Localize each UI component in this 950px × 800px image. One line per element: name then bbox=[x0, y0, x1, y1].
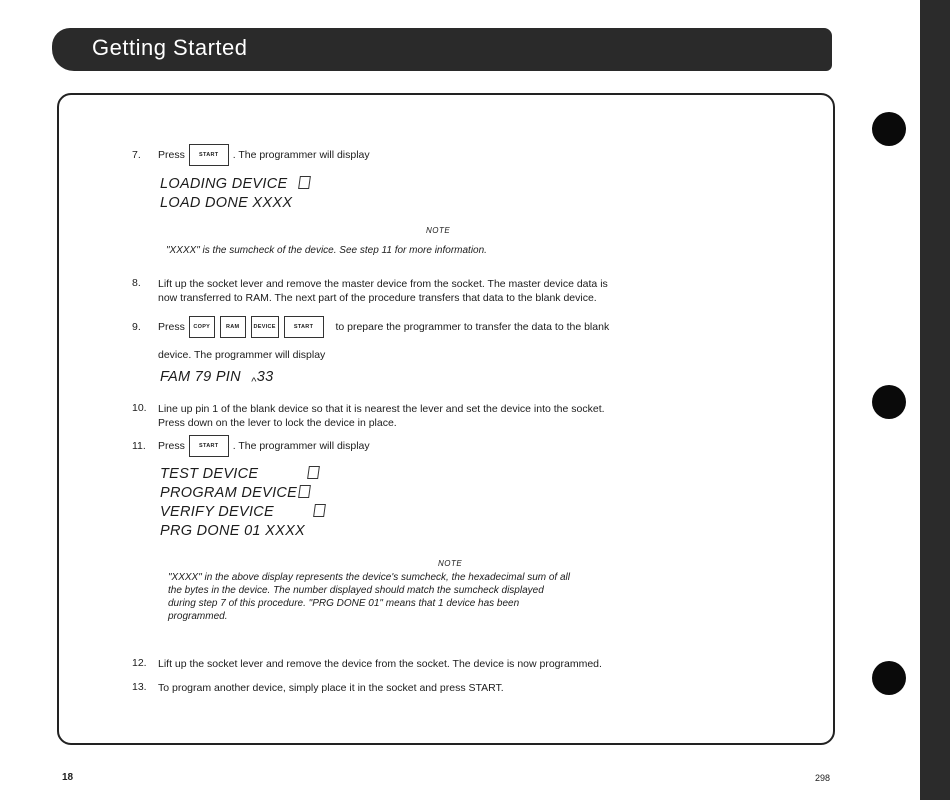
step-9 bbox=[158, 316, 609, 338]
step-8 bbox=[158, 277, 608, 305]
step-text: . The programmer will display bbox=[232, 439, 370, 452]
start-key: START bbox=[189, 435, 229, 457]
step-text: . The programmer will display bbox=[232, 148, 370, 161]
step-number: 9. bbox=[132, 321, 141, 333]
step-11 bbox=[158, 435, 370, 457]
display-line: PRG DONE 01 XXXX bbox=[160, 523, 306, 539]
step-text: Lift up the socket lever and remove the master device from the socket. The master device data is bbox=[158, 278, 608, 290]
note-heading: NOTE bbox=[438, 559, 463, 568]
display-line: LOADING DEVICE bbox=[160, 176, 288, 192]
caret-icon: ^ bbox=[251, 376, 257, 388]
step-number: 13. bbox=[132, 681, 147, 693]
step-text: Press bbox=[158, 320, 185, 333]
note-text: "XXXX" in the above display represents the device's sumcheck, the hexadecimal sum of all bbox=[168, 572, 570, 583]
step-text: Press bbox=[158, 439, 185, 452]
step-text: Press down on the lever to lock the device in place. bbox=[158, 417, 397, 429]
cursor-icon bbox=[299, 176, 312, 189]
step-number: 8. bbox=[132, 277, 141, 289]
display-line: VERIFY DEVICE bbox=[160, 504, 275, 520]
note-text: the bytes in the device. The number displayed should match the sumcheck displayed bbox=[168, 585, 544, 596]
step-7 bbox=[158, 144, 370, 166]
page-number: 18 bbox=[62, 772, 74, 783]
cursor-icon bbox=[313, 504, 326, 517]
display-readout bbox=[160, 465, 325, 541]
binder-hole-middle bbox=[872, 385, 906, 419]
cursor-icon bbox=[307, 466, 320, 479]
copy-key: COPY bbox=[189, 316, 215, 338]
step-number: 11. bbox=[132, 440, 146, 452]
step-number: 12. bbox=[132, 657, 147, 669]
step-number: 10. bbox=[132, 402, 147, 414]
display-line: PROGRAM DEVICE bbox=[160, 485, 298, 501]
step-text: Line up pin 1 of the blank device so that it is nearest the lever and set the device into the socket. bbox=[158, 403, 605, 415]
step-text: now transferred to RAM. The next part of the procedure transfers that data to the blank device. bbox=[158, 292, 597, 304]
display-line: FAM 79 PIN bbox=[160, 369, 241, 385]
device-key: DEVICE bbox=[251, 316, 279, 338]
step-number: 7. bbox=[132, 149, 141, 161]
step-12: Lift up the socket lever and remove the device from the socket. The device is now programmed. bbox=[158, 658, 602, 670]
note-text: programmed. bbox=[168, 611, 228, 622]
display-readout bbox=[160, 175, 310, 213]
note-body bbox=[168, 571, 570, 623]
step-10 bbox=[158, 402, 605, 430]
display-readout bbox=[160, 368, 273, 392]
binder-hole-top bbox=[872, 112, 906, 146]
note-heading: NOTE bbox=[426, 226, 451, 235]
display-line: 33 bbox=[256, 369, 274, 385]
page-code: 298 bbox=[815, 773, 831, 783]
start-key: START bbox=[189, 144, 229, 166]
binder-strip bbox=[920, 0, 950, 800]
display-line: TEST DEVICE bbox=[160, 466, 259, 482]
step-text: to prepare the programmer to transfer the data to the blank bbox=[335, 320, 610, 333]
ram-key: RAM bbox=[220, 316, 246, 338]
start-key: START bbox=[284, 316, 324, 338]
step-13: To program another device, simply place it in the socket and press START. bbox=[158, 682, 504, 694]
note-text: "XXXX" is the sumcheck of the device. See step 11 for more information. bbox=[166, 245, 487, 256]
step-text: device. The programmer will display bbox=[158, 349, 326, 361]
page-title: Getting Started bbox=[92, 35, 248, 60]
cursor-icon bbox=[298, 485, 311, 498]
note-text: during step 7 of this procedure. "PRG DONE 01" means that 1 device has been bbox=[168, 598, 520, 609]
binder-hole-bottom bbox=[872, 661, 906, 695]
section-header-bar bbox=[52, 28, 832, 71]
display-line: LOAD DONE XXXX bbox=[160, 195, 293, 211]
step-text: Press bbox=[158, 148, 185, 161]
